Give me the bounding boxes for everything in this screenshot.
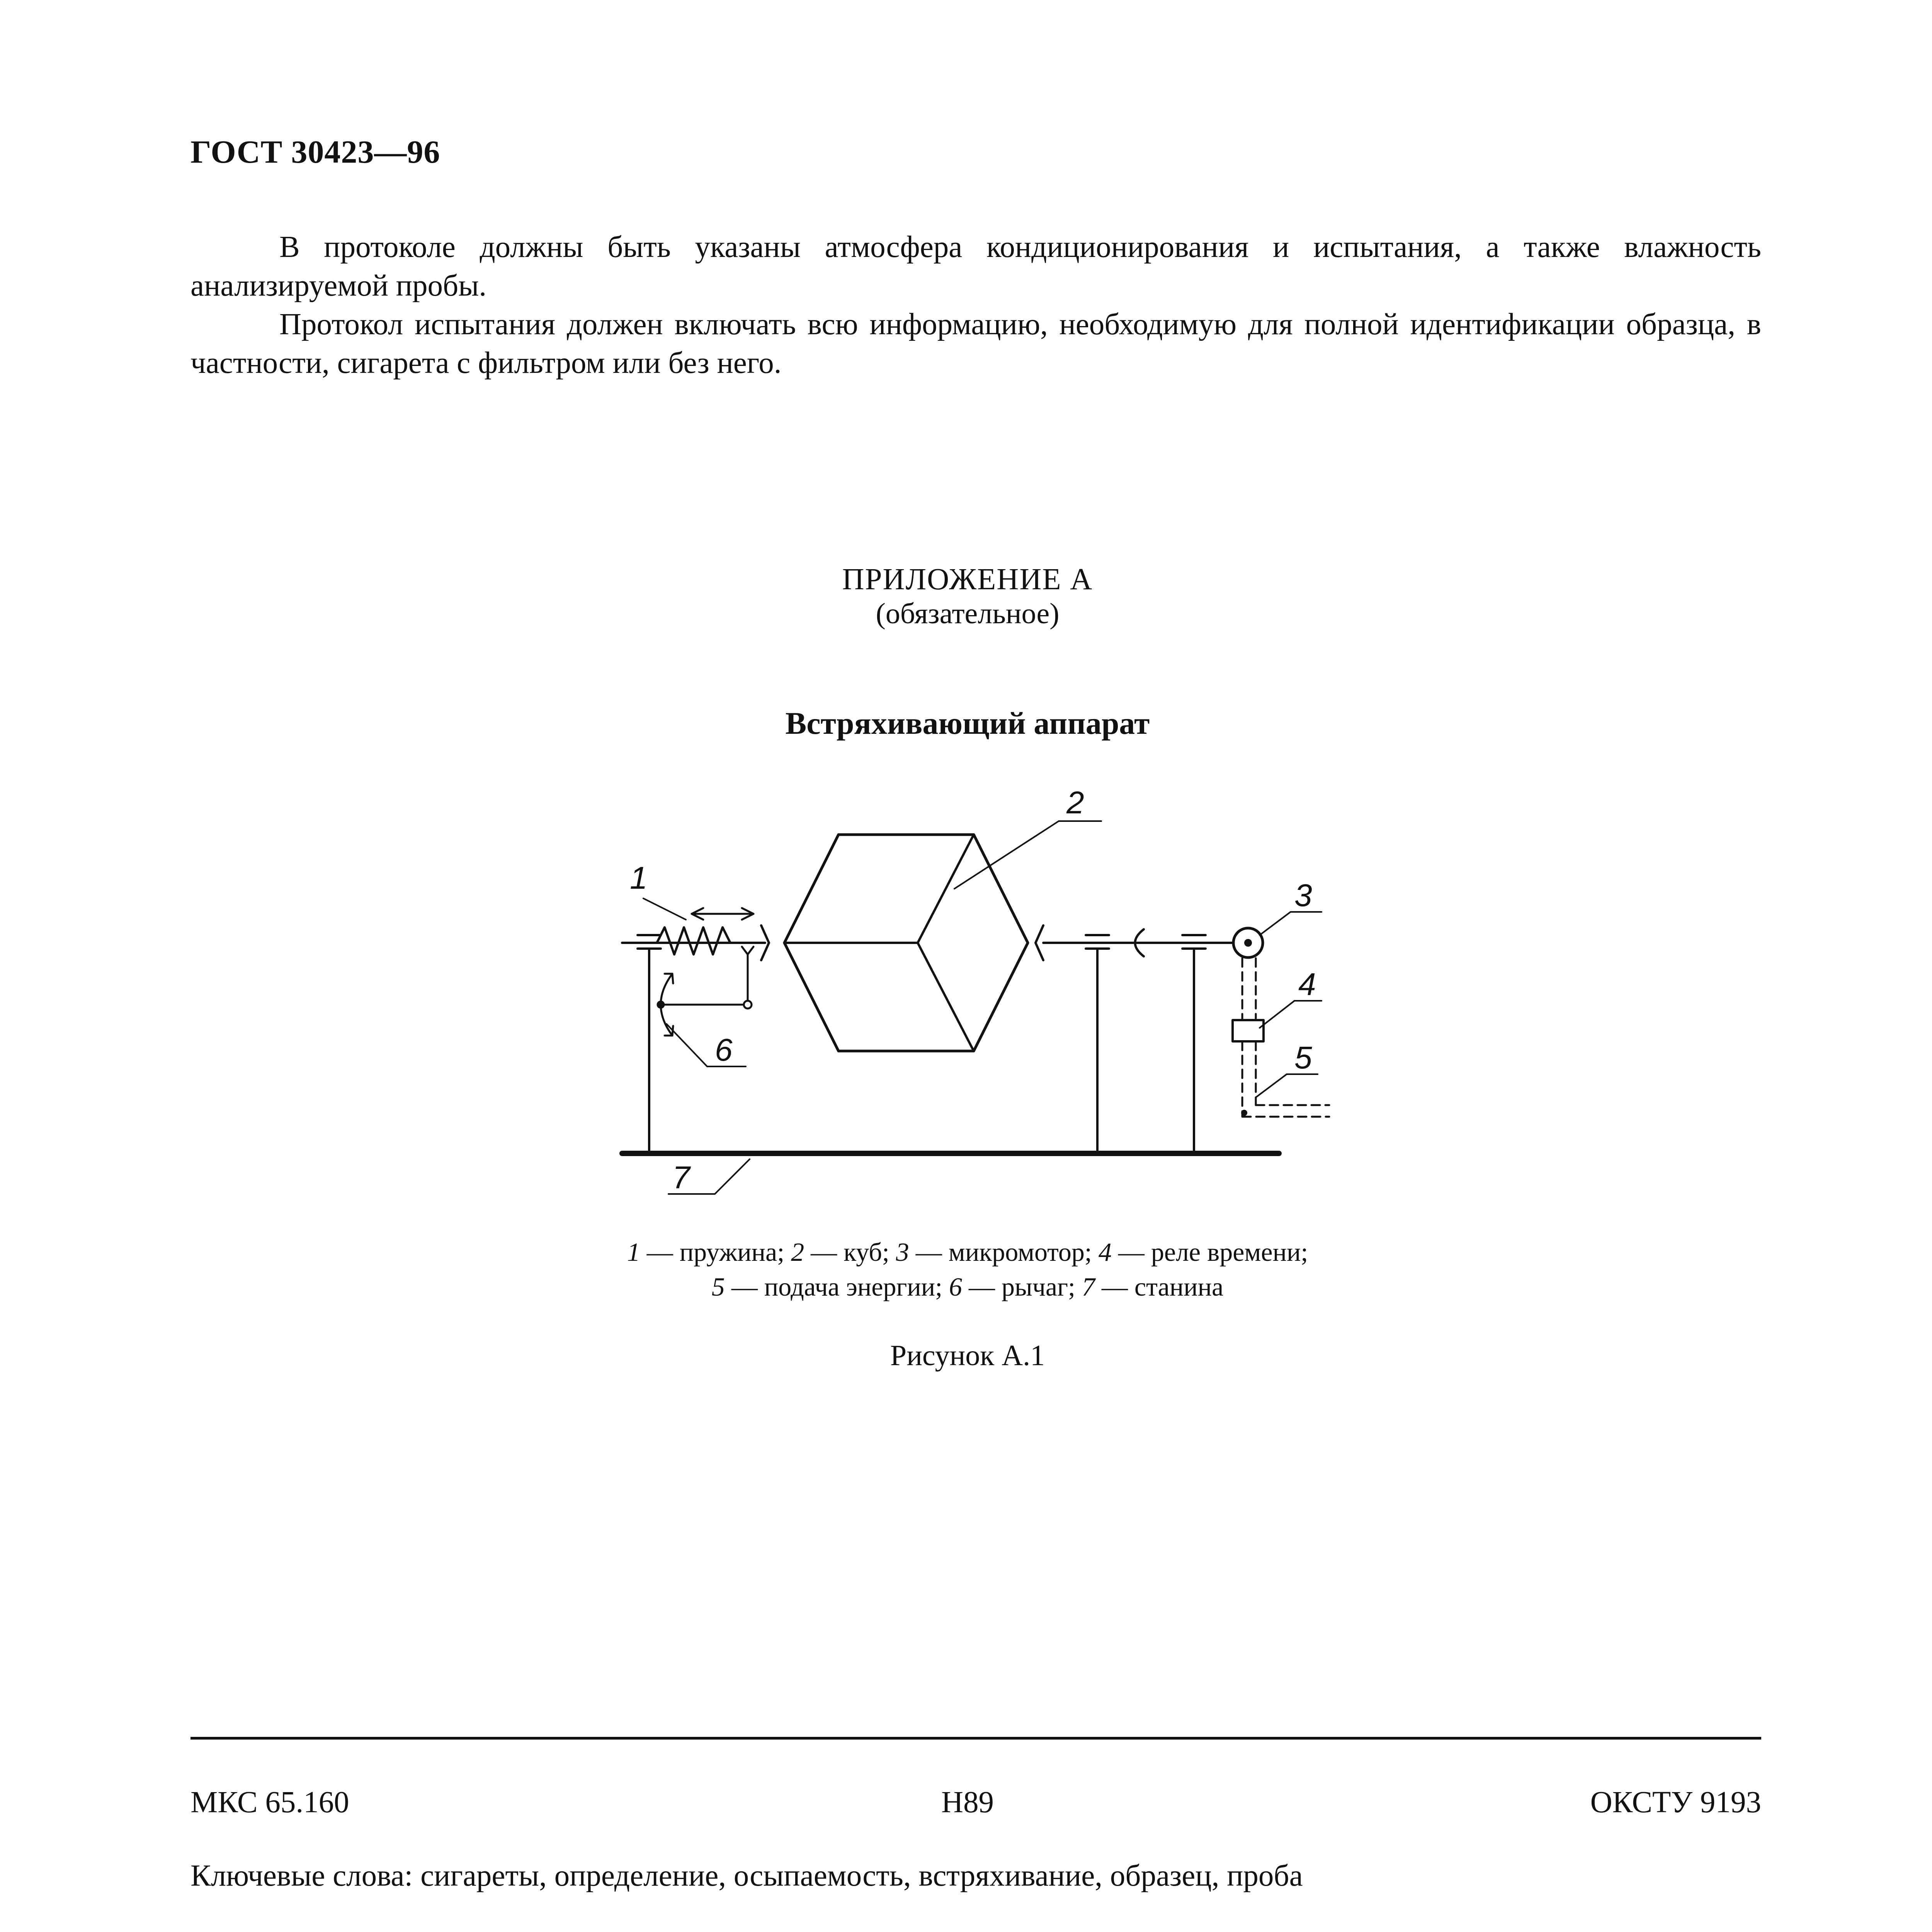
- footer-rule-top: [190, 1737, 1761, 1740]
- figure-title: Встряхивающий аппарат: [785, 706, 1150, 741]
- lever-hook: [742, 947, 753, 954]
- label-3: 3: [1294, 878, 1312, 913]
- classification-code: Н89: [941, 1786, 994, 1819]
- legend-num-3: 3: [896, 1237, 909, 1267]
- micromotor-center: [1244, 939, 1252, 947]
- legend-text-4: — реле времени;: [1111, 1237, 1308, 1267]
- label-1: 1: [630, 861, 648, 896]
- legend-num-2: 2: [791, 1237, 804, 1267]
- mks-code: МКС 65.160: [190, 1786, 349, 1819]
- legend-text-5: — подача энергии;: [724, 1272, 949, 1301]
- label-5: 5: [1294, 1040, 1312, 1075]
- leader-5: [1256, 1074, 1287, 1097]
- keywords-line: Ключевые слова: сигареты, определение, осыпаемость, встряхивание, образец, проба: [190, 1859, 1303, 1893]
- figure-caption: Рисунок А.1: [890, 1339, 1045, 1372]
- appendix-subtitle: (обязательное): [876, 597, 1060, 630]
- legend-num-1: 1: [627, 1237, 640, 1267]
- spring-zigzag: [657, 927, 730, 954]
- leader-3: [1260, 912, 1291, 935]
- label-7: 7: [672, 1160, 690, 1195]
- leader-4: [1260, 1001, 1294, 1028]
- legend-num-5: 5: [711, 1272, 725, 1301]
- paragraph-protocol: Протокол испытания должен включать всю информацию, необходимую для полной идентификации образца, в частности, сигарета с фильтром или без него.: [190, 308, 1761, 380]
- legend-text-7: — станина: [1095, 1272, 1224, 1301]
- legend-num-4: 4: [1098, 1237, 1112, 1267]
- legend-text-6: — рычаг;: [962, 1272, 1082, 1301]
- legend-num-7: 7: [1082, 1272, 1095, 1301]
- appendix-title: ПРИЛОЖЕНИЕ А: [842, 563, 1093, 596]
- paragraph-conditioning: В протоколе должны быть указаны атмосфера кондиционирования и испытания, а также влажность анализируемой пробы.: [190, 230, 1761, 303]
- label-4: 4: [1298, 967, 1316, 1002]
- legend-text-3: — микромотор;: [909, 1237, 1099, 1267]
- power-node: [1241, 1110, 1247, 1116]
- leader-1: [643, 898, 686, 920]
- leader-6: [667, 1024, 707, 1066]
- legend-text-1: — пружина;: [640, 1237, 791, 1267]
- legend-num-6: 6: [949, 1272, 963, 1301]
- label-2: 2: [1066, 785, 1084, 820]
- oksty-code: ОКСТУ 9193: [1590, 1786, 1761, 1819]
- shaking-apparatus-diagram: [599, 773, 1352, 1217]
- leader-2: [954, 821, 1059, 889]
- lever-pivot: [744, 1001, 752, 1009]
- standard-header: ГОСТ 30423—96: [190, 134, 440, 170]
- legend-text-2: — куб;: [804, 1237, 896, 1267]
- time-relay: [1233, 1020, 1264, 1041]
- label-6: 6: [715, 1032, 733, 1068]
- cube-edge-2: [918, 835, 974, 943]
- cube-edge-3: [918, 943, 974, 1051]
- leader-7-arrow: [715, 1159, 750, 1194]
- figure-legend-line-2: [0, 1269, 1932, 1304]
- figure-legend-line-1: [0, 1235, 1932, 1269]
